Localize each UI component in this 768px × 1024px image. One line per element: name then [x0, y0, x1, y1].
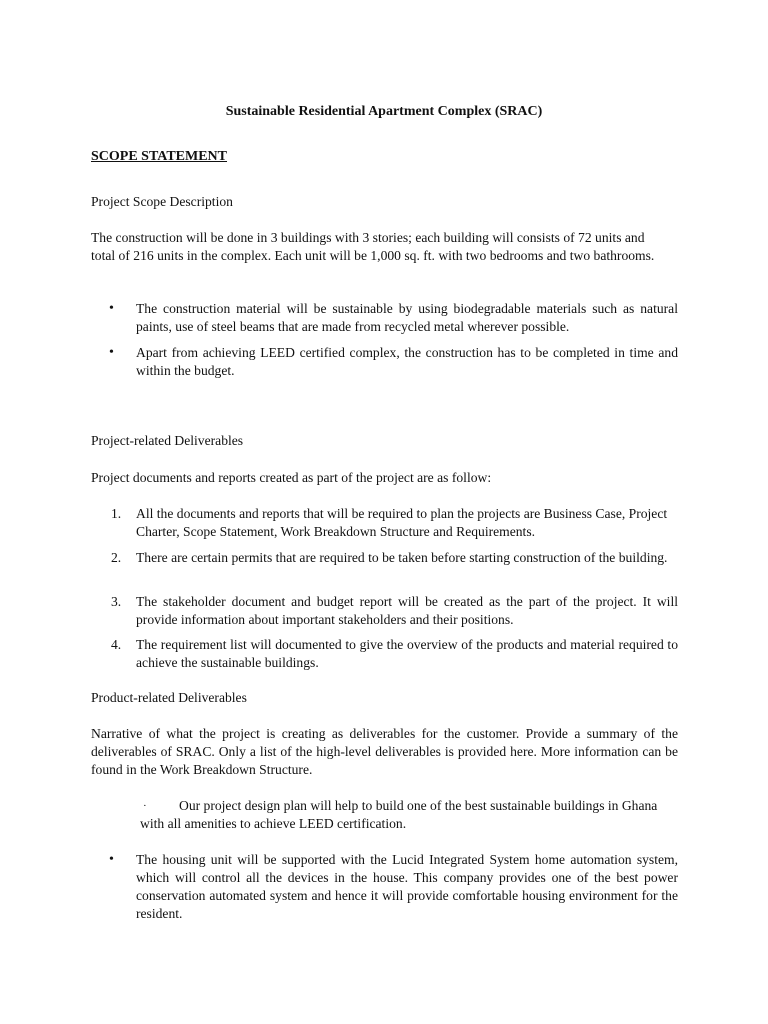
product-bullet: The housing unit will be supported with the Lucid Integrated System home automation system, which will control all the devices in the house. This company provides one of the best power conservation automated system and hence it will provide comfortable housing environment for the resident.	[136, 852, 678, 921]
scope-statement-heading: SCOPE STATEMENT	[91, 149, 228, 164]
product-deliverables-paragraph: Narrative of what the project is creating as deliverables for the customer. Provide a summary of the deliverables of SRAC. Only a list of the high-level deliverables is provided here. More information can be found in the Work Breakdown Structure.	[91, 726, 678, 777]
list-number: 4.	[111, 637, 122, 652]
bullet-icon: •	[109, 301, 114, 316]
project-deliverable-item-3: The stakeholder document and budget report will be created as the part of the project. It will provide information about important stakeholders and their positions.	[136, 594, 678, 627]
project-deliverables-intro: Project documents and reports created as part of the project are as follow:	[91, 470, 492, 485]
list-number: 1.	[111, 506, 122, 521]
project-deliverable-item-2: There are certain permits that are required to be taken before starting construction of the building.	[136, 550, 668, 565]
scope-description-heading: Project Scope Description	[91, 194, 233, 209]
bullet-icon: •	[109, 345, 114, 360]
project-deliverable-item-4: The requirement list will documented to give the overview of the products and material required to achieve the sustainable buildings.	[136, 637, 678, 670]
list-number: 2.	[111, 550, 122, 565]
list-number: 3.	[111, 594, 122, 609]
document-title: Sustainable Residential Apartment Complex (SRAC)	[225, 104, 543, 119]
scope-description-paragraph: The construction will be done in 3 buildings with 3 stories; each building will consists of 72 units and total of 216 units in the complex. Each unit will be 1,000 sq. ft. with two bedrooms and two bathrooms.	[91, 230, 655, 263]
project-deliverables-heading: Project-related Deliverables	[91, 433, 244, 448]
bullet-icon: •	[109, 852, 114, 867]
product-design-item: Our project design plan will help to build one of the best sustainable buildings in Ghana with all amenities to achieve LEED certification.	[140, 798, 658, 831]
scope-bullet-1: The construction material will be sustainable by using biodegradable materials such as natural paints, use of steel beams that are made from recycled metal wherever possible.	[136, 301, 678, 334]
scope-bullet-2: Apart from achieving LEED certified complex, the construction has to be completed in time and within the budget.	[136, 345, 678, 378]
middot-marker: ·	[143, 800, 147, 812]
product-deliverables-heading: Product-related Deliverables	[91, 690, 247, 705]
project-deliverable-item-1: All the documents and reports that will be required to plan the projects are Business Case, Project Charter, Scope Statement, Work Breakdown Structure and Requirements.	[136, 506, 668, 539]
